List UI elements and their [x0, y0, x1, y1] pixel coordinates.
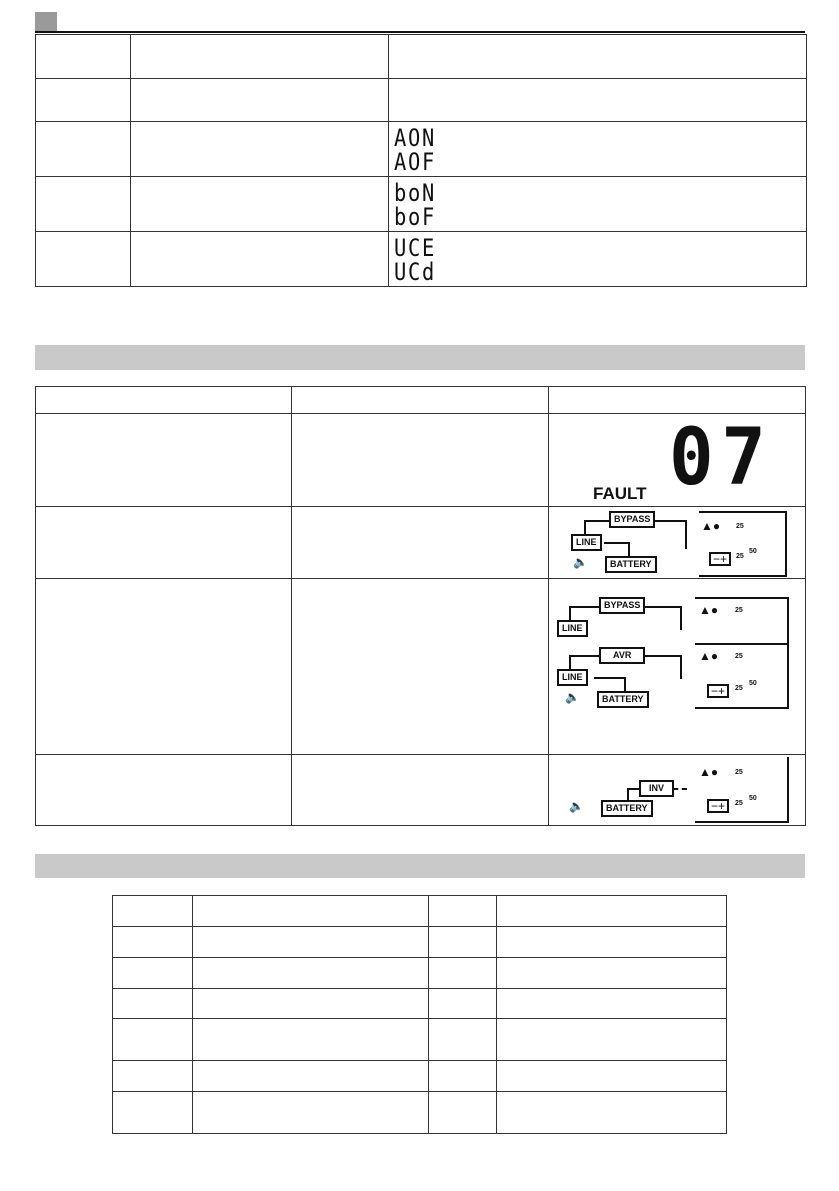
- line-label: LINE: [557, 669, 588, 686]
- cell: [131, 35, 389, 79]
- cell: [429, 896, 497, 927]
- cell: [429, 1061, 497, 1092]
- cell: [36, 35, 131, 79]
- cell: [113, 1019, 193, 1061]
- battery-label: BATTERY: [601, 800, 653, 817]
- load-icon: ▲●: [701, 519, 721, 533]
- lcd-converter-disable: UCd: [394, 258, 436, 286]
- speaker-icon: 🔈: [569, 799, 584, 813]
- battery-icon: −+: [707, 799, 729, 813]
- cell: [113, 1061, 193, 1092]
- section-band: [35, 854, 805, 878]
- cell: [113, 989, 193, 1019]
- cell: [292, 414, 549, 507]
- cell: [497, 927, 727, 958]
- cell: [292, 579, 549, 755]
- battery-level-25: 25: [736, 553, 744, 560]
- cell: [36, 79, 131, 122]
- cell: [193, 989, 429, 1019]
- cell: [193, 896, 429, 927]
- converter-cell: [389, 232, 807, 287]
- battery-level-50: 50: [749, 548, 757, 555]
- cell: [429, 958, 497, 989]
- lcd-auto-off: AOF: [394, 148, 436, 176]
- bypass-label: BYPASS: [609, 511, 655, 528]
- cell: [429, 927, 497, 958]
- lcd-buzzer-on: boN: [394, 179, 436, 207]
- cell: [131, 177, 389, 232]
- buzzer-cell: [389, 177, 807, 232]
- cell: [292, 507, 549, 579]
- cell: [193, 958, 429, 989]
- cell: [292, 755, 549, 826]
- cell: [36, 387, 292, 414]
- fault-display-cell: [549, 414, 806, 507]
- battery-level-25: 25: [735, 685, 743, 692]
- load-icon: ▲●: [699, 649, 719, 663]
- load-level: 25: [735, 607, 743, 614]
- fault-code: 07: [669, 414, 774, 503]
- auto-restart-cell: [389, 122, 807, 177]
- cell: [429, 1092, 497, 1134]
- cell: [497, 1019, 727, 1061]
- cell: [113, 896, 193, 927]
- speaker-icon: 🔈: [565, 690, 580, 704]
- load-level: 25: [735, 653, 743, 660]
- cell: [497, 1092, 727, 1134]
- battery-label: BATTERY: [597, 691, 649, 708]
- cell: [549, 387, 806, 414]
- load-icon: ▲●: [699, 603, 719, 617]
- battery-level-50: 50: [749, 795, 757, 802]
- bypass-label: BYPASS: [599, 597, 645, 614]
- lcd-auto-on: AON: [394, 124, 436, 152]
- avr-label: AVR: [599, 647, 645, 664]
- cell: [497, 989, 727, 1019]
- lcd-buzzer-off: boF: [394, 203, 436, 231]
- cell: [113, 1092, 193, 1134]
- avr-display-cell: [549, 579, 806, 755]
- fault-label: FAULT: [593, 484, 647, 503]
- cell: [193, 1092, 429, 1134]
- settings-table: [35, 34, 807, 287]
- cell: [36, 507, 292, 579]
- cell: [36, 122, 131, 177]
- header-marker: [35, 12, 57, 31]
- cell: [497, 1061, 727, 1092]
- cell: [429, 989, 497, 1019]
- battery-label: BATTERY: [605, 556, 657, 573]
- cell: [131, 122, 389, 177]
- cell: [113, 927, 193, 958]
- cell: [36, 232, 131, 287]
- cell: [389, 79, 807, 122]
- cell: [131, 232, 389, 287]
- cell: [36, 579, 292, 755]
- battery-level-25: 25: [735, 800, 743, 807]
- battery-icon: −+: [707, 684, 729, 698]
- line-label: LINE: [571, 534, 602, 551]
- cell: [292, 387, 549, 414]
- codes-table: [112, 895, 727, 1134]
- cell: [193, 1019, 429, 1061]
- cell: [193, 1061, 429, 1092]
- load-icon: ▲●: [699, 765, 719, 779]
- load-level: 25: [735, 769, 743, 776]
- load-level: 25: [736, 523, 744, 530]
- cell: [113, 958, 193, 989]
- cell: [429, 1019, 497, 1061]
- inv-label: INV: [639, 780, 674, 797]
- cell: [193, 927, 429, 958]
- speaker-icon: 🔈: [573, 555, 588, 569]
- bypass-display-cell: [549, 507, 806, 579]
- line-label: LINE: [557, 620, 588, 637]
- cell: [497, 958, 727, 989]
- cell: [131, 79, 389, 122]
- cell: [36, 414, 292, 507]
- inverter-display-cell: [549, 755, 806, 826]
- cell: [389, 35, 807, 79]
- cell: [36, 177, 131, 232]
- lcd-converter-enable: UCE: [394, 234, 436, 262]
- status-table: [35, 386, 806, 826]
- battery-icon: −+: [709, 552, 731, 566]
- battery-level-50: 50: [749, 680, 757, 687]
- section-band: [35, 345, 805, 370]
- cell: [497, 896, 727, 927]
- header-rule: [35, 31, 805, 33]
- cell: [36, 755, 292, 826]
